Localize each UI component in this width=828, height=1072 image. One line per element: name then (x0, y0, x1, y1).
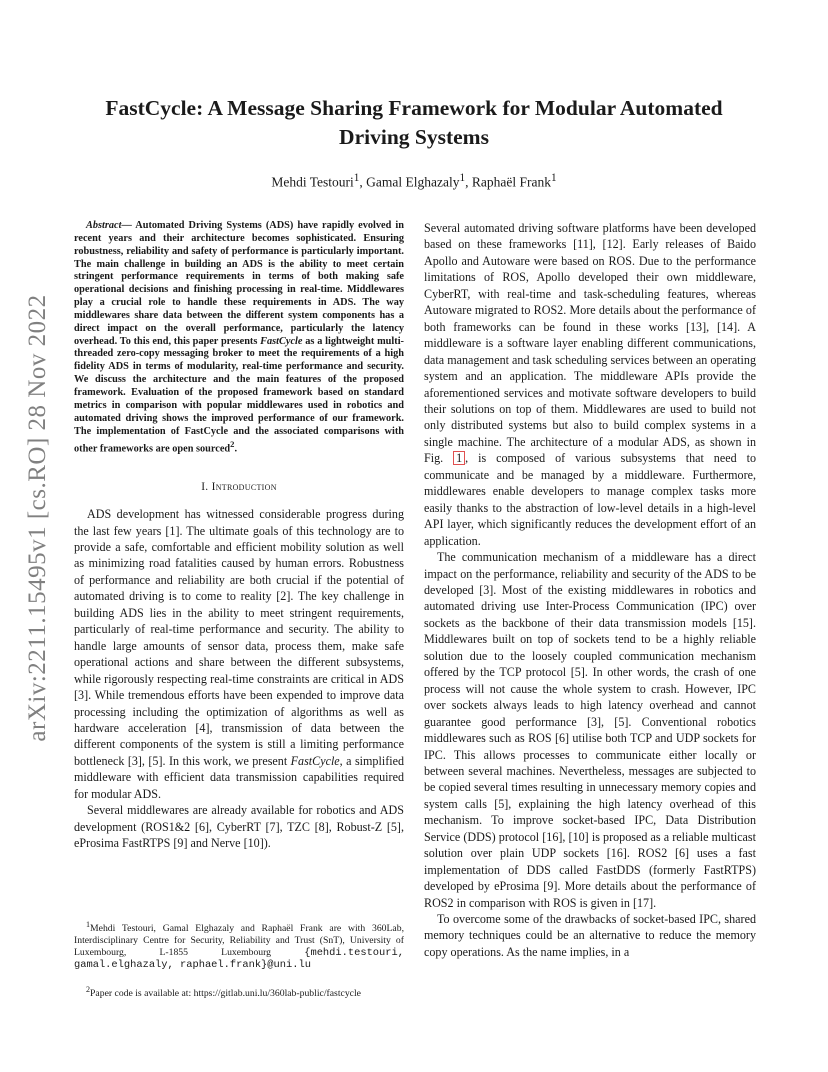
footnotes (74, 919, 404, 1000)
abstract (74, 220, 404, 457)
footnote-mark: 2 (230, 439, 235, 450)
author-list: Mehdi Testouri$^1$, Gamal Elghazaly$^1$, Raphaël Frank$^1$ (271, 172, 557, 190)
arxiv-stamp-text: arXiv:2211.15495v1 [cs.RO] 28 Nov 2022 (24, 294, 51, 742)
footnote-2 (74, 984, 404, 1000)
footnote-2-text: Paper code is available at: https://gitlab.uni.lu/360lab-public/fastcycle (90, 988, 361, 1000)
intro-paragraph-1-text: ADS development has witnessed considerable progress during the last few years [1]. The ultimate goals of this technology are to provide a safe, comfortable and efficient mobility solution as well as minimizing road fatalities caused by human errors. Robustness of performance and reliability are both crucial if the potential of automated driving is to come to reality [2]. The key challenge in building ADS lies in the ability to meet stringent requirements, particularly of real-time performance and security. The ability to handle large amounts of sensor data, process them, make safe operational actions and share between the different subsystems, while rigorously respecting real-time constraints are critical in ADS [3]. While tremendous efforts have been expended to improve data processing including the optimization of algorithms as well as hardware acceleration [4], transmission of data between the different components of the system is still a limiting performance bottleneck [3], [5]. In this work, we present (74, 507, 404, 768)
intro-emphasis: FastCycle (290, 753, 340, 768)
footnote-2-mark: 2 (86, 985, 91, 995)
author-name: Mehdi Testouri (271, 174, 354, 190)
right-paragraph-1-text-continued: , is composed of various subsystems that need to communicate and be managed by a middleware. Furthermore, middlewares enable developers to manage complex tasks more easily thanks to the abstraction of low-level details in a high-level API layer, which significantly reduces the development effort of an application. (424, 451, 756, 548)
author-name: Gamal Elghazaly (366, 174, 460, 190)
abstract-text-continued: as a lightweight multi-threaded zero-copy messaging broker to meet the requirements of a high fidelity ADS in terms of modularity, real-time performance and security. We discuss the architecture and the main features of the proposed framework. Evaluation of the proposed framework based on standard metrics in comparison with popular middlewares used in robotics and automated driving shows the improved performance of our framework. The implementation of FastCycle and the associated comparisons with other frameworks are open sourced (74, 335, 404, 455)
paper-title: FastCycle: A Message Sharing Framework for Modular Automated Driving Systems (105, 96, 723, 149)
intro-paragraph-1 (74, 506, 404, 802)
author-affiliation-mark: 1 (353, 172, 360, 184)
section-heading-introduction (74, 479, 404, 495)
abstract-text: — Automated Driving Systems (ADS) have rapidly evolved in recent years and their architecture becomes sophisticated. Ensuring robustness, reliability and safety of performance is particularly important. The main challenge in building an ADS is the ability to meet certain stringent performance requirements in terms of both making safe operational decisions and finishing processing in real-time. Middlewares play a crucial role to handle these requirements in ADS. The way middlewares share data between the different system components has a direct impact on the overall performance, particularly the latency overhead. To this end, this paper presents (74, 220, 404, 347)
abstract-emphasis: FastCycle (260, 335, 303, 347)
footnote-1-emails: {mehdi.testouri, gamal.elghazaly, raphael.frank}@uni.lu (74, 946, 404, 972)
abstract-end: . (234, 443, 238, 455)
right-paragraph-1 (424, 220, 756, 549)
footnote-1-mark: 1 (86, 920, 91, 929)
intro-paragraph-2: Several middlewares are already available for robotics and ADS development (ROS1&2 [6], CyberRT [7], TZC [8], Robust-Z [5], eProsima FastRTPS [9] and Nerve [10]). (74, 803, 404, 851)
arxiv-stamp (18, 278, 58, 758)
author-affiliation-mark: 1 (551, 172, 557, 184)
right-paragraph-2: The communication mechanism of a middleware has a direct impact on the performance, reliability and security of the ADS to be developed [3]. Most of the existing middlewares in robotics and automated driving use Inter-Process Communication (IPC) over sockets as the backbone of their data transmission models [15]. Middlewares built on top of sockets tend to be a highly reliable solution due to the loosely coupled communication mechanism offered by the TCP protocol [5]. In other words, the crash of one process will not cause the whole system to crash. However, IPC over sockets always leads to high latency overhead and cannot guarantee good performance [3], [5]. Conventional robotics middlewares such as ROS [6] utilise both TCP and UDP sockets for IPC. This allows processes to communicate either locally or between several machines. Nevertheless, messages are subjected to be copied several times resulting in unnecessary memory copies and system calls [5], explaining the high latency overhead of this mechanism. To improve socket-based IPC, Data Distribution Service (DDS) protocol [16], [10] is proposed as a reliable multicast solution over plain UDP sockets [16]. ROS2 [6] uses a fast implementation of DDS called FastDDS (formerly FastRTPS) developed by eProsima [9]. More details about the performance of ROS2 in comparison with ROS is given in [17]. (424, 550, 756, 910)
right-paragraph-1-text: Several automated driving software platforms have been developed based on these frameworks [11], [12]. Early releases of Baido Apollo and Autoware were based on ROS. Due to the performance limitations of ROS, Apollo developed their own middleware, CyberRT, with real-time and task-scheduling features, whereas Autoware migrated to ROS2. More details about the performance of both frameworks can be found in these works [13], [14]. A middleware is a software layer enabling different communications, data management and task scheduling services between an operating system and an application. The middleware APIs provide the aforementioned services and motivate software developers to build their solutions on top of them. Middlewares are used to build not only distributed systems but also to build complex systems in a single machine. The architecture of a modular ADS, as shown in Fig. (424, 221, 756, 466)
author-affiliation-mark: 1 (459, 172, 466, 184)
footnote-1 (74, 919, 404, 972)
footnote-1-text: Mehdi Testouri, Gamal Elghazaly and Raphaël Frank are with 360Lab, Interdisciplinary Centre for Security, Reliability and Trust (SnT), University of Luxembourg, L-1855 Luxembourg (74, 923, 404, 958)
right-paragraph-3: To overcome some of the drawbacks of socket-based IPC, shared memory techniques could be an alternative to reduce the memory copy operations. As the name implies, in a (424, 912, 756, 959)
intro-paragraph-1-text-continued: , a simplified middleware with efficient data transmission capabilities required for modular ADS. (74, 753, 404, 801)
left-column (74, 220, 404, 852)
section-title: Introduction (211, 480, 277, 493)
section-number: I. (201, 480, 209, 493)
right-column (424, 220, 756, 960)
figure-reference-link[interactable]: 1 (453, 451, 465, 465)
author-name: Raphaël Frank (471, 174, 551, 190)
abstract-label: Abstract (86, 220, 122, 231)
